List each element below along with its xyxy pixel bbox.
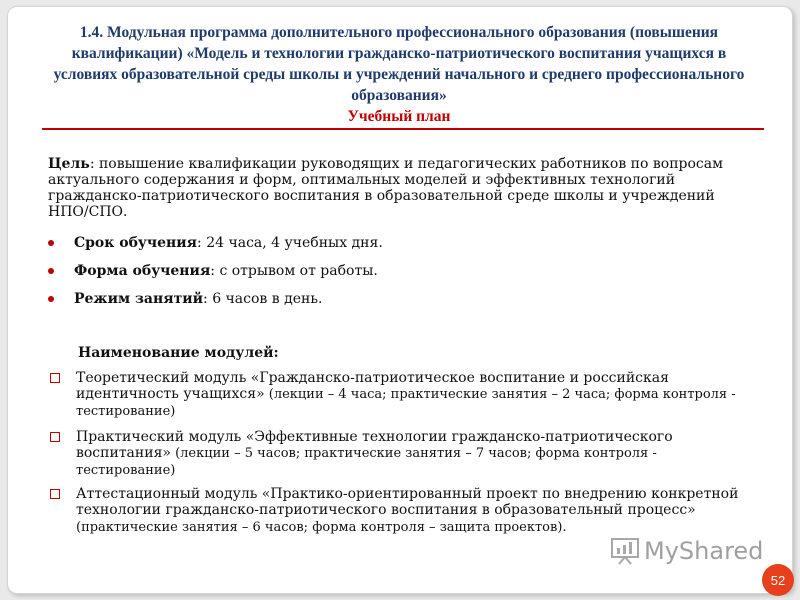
modules-heading: Наименование модулей: (78, 345, 279, 361)
checkbox-square-icon (50, 432, 60, 442)
bullet-dot-icon (48, 268, 54, 274)
watermark-text: MyShared (644, 537, 764, 565)
bullet-label: Форма обучения (74, 263, 211, 279)
bullet-label: Режим занятий (74, 291, 204, 307)
module-main: Практический модуль «Эффективные технологии гражданско-патриотического воспитания» (76, 429, 673, 461)
goal-label: Цель (48, 156, 90, 172)
module-item-attestation (50, 486, 740, 536)
module-item-practical (50, 429, 740, 479)
module-detail: (лекции – 5 часов; практические занятия – 7 часов; форма контроля - тестирование) (76, 446, 657, 478)
bullet-label: Срок обучения (74, 235, 198, 251)
bullet-dot-icon (48, 240, 54, 246)
title-divider (42, 128, 764, 130)
module-detail: (лекции – 4 часа; практические занятия – 2 часа; форма контроля - тестирование) (76, 387, 736, 419)
slide-subtitle: Учебный план (347, 108, 451, 125)
goal-paragraph (48, 156, 748, 220)
checkbox-square-icon (50, 489, 60, 499)
module-item-theoretical (50, 370, 740, 420)
goal-text: : повышение квалификации руководящих и педагогических работников по вопросам актуального содержания и форм, оптимальных моделей и эффективных технологий гражданско-патриотического воспитания в образовательной среде школы и учреждений НПО/СПО. (48, 156, 724, 220)
page-number-badge: 52 (762, 564, 794, 596)
bullet-text: : 24 часа, 4 учебных дня. (197, 235, 383, 251)
bullet-dot-icon (48, 296, 54, 302)
bullet-text: : с отрывом от работы. (210, 263, 378, 279)
chart-board-icon (610, 536, 640, 566)
checkbox-square-icon (50, 373, 60, 383)
watermark-logo (610, 536, 763, 566)
module-main: Теоретический модуль «Гражданско-патриотическое воспитание и российская идентичность учащихся» (76, 370, 669, 402)
slide-title: 1.4. Модульная программа дополнительного профессионального образования (повышения квалификации) «Модель и технологии гражданско-патриотического воспитания учащихся в условиях образовательной среды школы и учреждений начального и среднего профессионального образования» (53, 24, 745, 104)
module-main: Аттестационный модуль «Практико-ориентированный проект по внедрению конкретной технологии гражданско-патриотического воспитания в образовательный процесс» (76, 486, 739, 518)
module-detail: (практические занятия – 6 часов; форма контроля – защита проектов). (76, 520, 567, 535)
bullet-text: : 6 часов в день. (203, 291, 323, 307)
